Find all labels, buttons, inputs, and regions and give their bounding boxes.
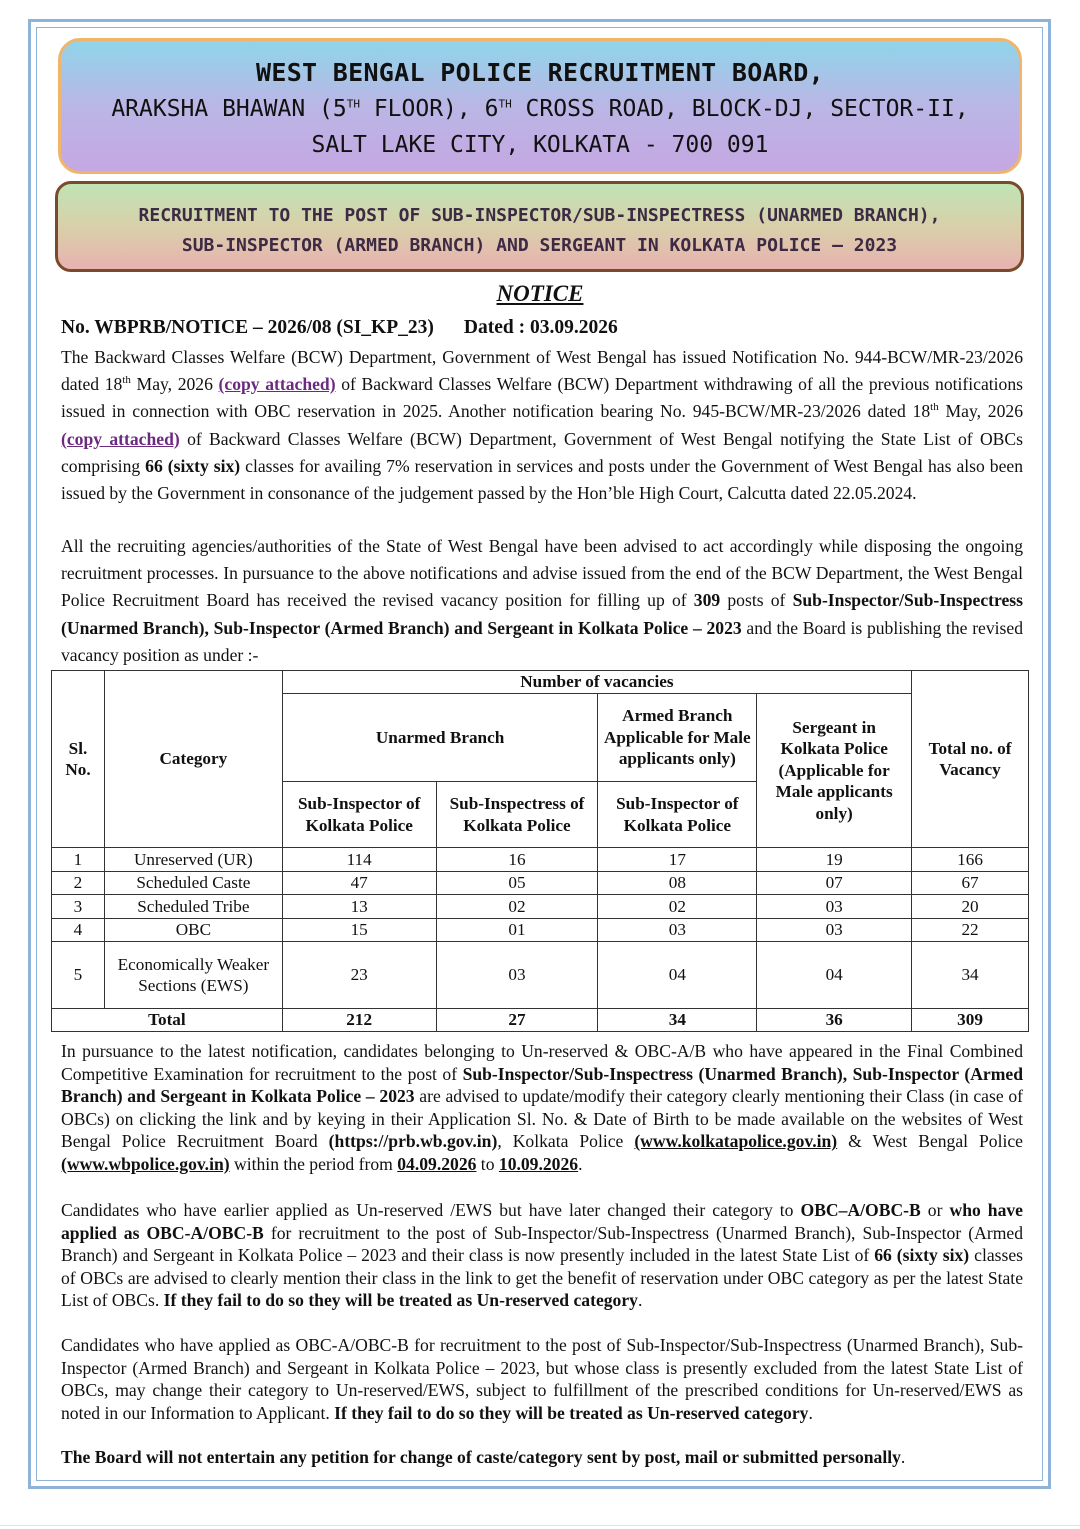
recruitment-title-line2: SUB-INSPECTOR (ARMED BRANCH) AND SERGEANT IN KOLKATA POLICE – 2023 xyxy=(181,235,898,256)
text: . xyxy=(900,1447,906,1467)
header-si-armed: Sub-Inspector of Kolkata Police xyxy=(598,782,757,848)
text: for recruitment to the post of Sub-Inspector/Sub-Inspectress (Unarmed Branch), Sub-Inspector (Armed Branch) and Sergeant in Kolkata Police – 2023 and their class is now presently included in the latest State List of xyxy=(61,1222,1023,1266)
wb-police-website-link[interactable]: (www.wbpolice.gov.in) xyxy=(61,1153,230,1174)
superscript: th xyxy=(122,374,131,387)
header-armed-branch: Armed Branch Applicable for Male applicants only) xyxy=(598,694,757,782)
cell-si: 47 xyxy=(282,871,436,895)
bottom-rule xyxy=(0,1525,1080,1526)
text: May, 2026 xyxy=(130,374,219,395)
paragraph-5 xyxy=(61,1334,1023,1424)
cell-sergeant: 03 xyxy=(757,895,912,919)
text: , Kolkata Police xyxy=(497,1131,635,1152)
text: In pursuance to the latest notification, candidates belonging to Un-reserved & OBC-A/B who have appeared in the Final Combined Competitive Examination for recruitment to the post of xyxy=(61,1041,1023,1084)
table-row xyxy=(52,848,1029,872)
text: or xyxy=(920,1200,950,1220)
cell-sis: 27 xyxy=(436,1009,598,1032)
cell-armed: 04 xyxy=(598,942,757,1009)
cell-sl: 2 xyxy=(52,871,105,895)
header-sl-no: Sl. No. xyxy=(52,671,105,848)
cell-sergeant: 03 xyxy=(757,918,912,942)
prb-website-link[interactable]: (https://prb.wb.gov.in) xyxy=(328,1131,498,1152)
address-part: ARAKSHA BHAWAN (5 xyxy=(111,96,347,122)
kolkata-police-website-link[interactable]: (www.kolkatapolice.gov.in) xyxy=(634,1131,838,1152)
text: Candidates who have applied as OBC-A/OBC-B for recruitment to the post of Sub-Inspector/Sub-Inspectress (Unarmed Branch), Sub-Inspector (Armed Branch) and Sergeant in Kolkata Police – 2023, but whose class is presently excluded from the latest State List of OBCs, may change their category to Un-reserved/EWS, subject to fulfillment of the prescribed conditions for Un-reserved/EWS as noted in our Information to Applicant. xyxy=(61,1335,1023,1423)
header-unarmed-branch: Unarmed Branch xyxy=(282,694,598,782)
cell-sl: 4 xyxy=(52,918,105,942)
notice-number: No. WBPRB/NOTICE – 2026/08 (SI_KP_23) xyxy=(61,317,434,338)
cell-total-label: Total xyxy=(52,1009,283,1032)
paragraph-1 xyxy=(61,344,1023,507)
text: and the Board is publishing the revised vacancy position as under :- xyxy=(61,617,1023,665)
cell-sergeant: 36 xyxy=(757,1009,912,1032)
bold-text: 66 (sixty six) xyxy=(874,1245,970,1266)
cell-sergeant: 07 xyxy=(757,871,912,895)
text: . xyxy=(637,1290,643,1311)
text: to xyxy=(476,1153,499,1174)
superscript: th xyxy=(930,401,939,414)
header-total: Total no. of Vacancy xyxy=(912,671,1029,848)
cell-sis: 02 xyxy=(436,895,598,919)
cell-category: OBC xyxy=(104,918,282,942)
cell-sis: 16 xyxy=(436,848,598,872)
cell-sis: 01 xyxy=(436,918,598,942)
text: of Backward Classes Welfare (BCW) Department withdrawing of all the previous notifications issued in connection with OBC reservation in 2025. Another notification bearing No. 945-BCW/MR-23/2026 dated 18 xyxy=(61,374,1023,422)
cell-armed: 03 xyxy=(598,918,757,942)
text: are advised to update/modify their category clearly mentioning their Class (in case of OBCs) on clicking the link and by keying in their Application Sl. No. & Date of Birth to be made available on the websites of West Bengal Police Recruitment Board xyxy=(61,1086,1024,1152)
board-address-banner xyxy=(58,38,1022,174)
table-row xyxy=(52,871,1029,895)
table-row xyxy=(52,942,1029,1009)
bold-text: Sub-Inspector/Sub-Inspectress (Unarmed Branch), Sub-Inspector (Armed Branch) and Sergeant in Kolkata Police – 2023 xyxy=(61,590,1023,638)
paragraph-3 xyxy=(61,1040,1023,1176)
recruitment-banner xyxy=(55,181,1024,272)
cell-si: 23 xyxy=(282,942,436,1009)
cell-total: 34 xyxy=(912,942,1029,1009)
table-row xyxy=(52,918,1029,942)
bold-text: The Board will not entertain any petition for change of caste/category sent by post, mail or submitted personally xyxy=(61,1447,901,1467)
cell-sis: 05 xyxy=(436,871,598,895)
text: classes for availing 7% reservation in services and posts under the Government of West Bengal has also been issued by the Government in consonance of the judgement passed by the Hon’ble High Court, Calcutta dated 22.05.2024. xyxy=(61,455,1023,504)
header-category: Category xyxy=(104,671,282,848)
copy-attached-link-1[interactable]: (copy attached) xyxy=(218,374,336,395)
text: posts of xyxy=(720,590,793,611)
cell-si: 15 xyxy=(282,918,436,942)
cell-total: 309 xyxy=(912,1009,1029,1032)
vacancy-table xyxy=(51,670,1029,1032)
board-name: WEST BENGAL POLICE RECRUITMENT BOARD, xyxy=(256,58,824,87)
cell-total: 67 xyxy=(912,871,1029,895)
bold-text: If they fail to do so they will be treated as Un-reserved category xyxy=(334,1402,809,1423)
address-sup: TH xyxy=(498,97,512,111)
bold-text: OBC–A/OBC-B xyxy=(800,1200,921,1220)
bold-text: Sub-Inspector/Sub-Inspectress (Unarmed Branch), Sub-Inspector (Armed Branch) and Sergeant in Kolkata Police – 2023 xyxy=(61,1063,1023,1107)
copy-attached-link-2[interactable]: (copy attached) xyxy=(61,428,180,449)
text: Candidates who have earlier applied as Un-reserved /EWS but have later changed their category to xyxy=(61,1200,801,1220)
address-part: FLOOR), 6 xyxy=(359,96,499,122)
cell-si: 13 xyxy=(282,895,436,919)
board-address-line1 xyxy=(61,96,1019,122)
header-sergeant: Sergeant in Kolkata Police (Applicable for Male applicants only) xyxy=(757,694,912,848)
board-address-line2: SALT LAKE CITY, KOLKATA - 700 091 xyxy=(311,132,769,158)
address-part: CROSS ROAD, BLOCK-DJ, SECTOR-II, xyxy=(511,96,969,122)
header-sis-kolkata: Sub-Inspectress of Kolkata Police xyxy=(436,782,598,848)
address-sup: TH xyxy=(346,97,360,111)
text: May, 2026 xyxy=(938,401,1023,422)
cell-total: 20 xyxy=(912,895,1029,919)
cell-category: Scheduled Tribe xyxy=(104,895,282,919)
cell-sergeant: 19 xyxy=(757,848,912,872)
header-number-of-vacancies: Number of vacancies xyxy=(282,671,911,694)
cell-sis: 03 xyxy=(436,942,598,1009)
header-si-kolkata: Sub-Inspector of Kolkata Police xyxy=(282,782,436,848)
text: . xyxy=(578,1153,583,1174)
paragraph-4 xyxy=(61,1199,1023,1312)
cell-total: 22 xyxy=(912,918,1029,942)
text: of Backward Classes Welfare (BCW) Department, Government of West Bengal notifying the State List of OBCs comprising xyxy=(61,428,1023,476)
paragraph-6 xyxy=(61,1446,1023,1469)
cell-armed: 17 xyxy=(598,848,757,872)
text: classes of OBCs are advised to clearly mention their class in the link to get the benefit of reservation under OBC category as per the latest State List of OBCs. xyxy=(61,1245,1023,1311)
start-date: 04.09.2026 xyxy=(397,1153,477,1174)
text: All the recruiting agencies/authorities of the State of West Bengal have been advised to act accordingly while disposing the ongoing recruitment processes. In pursuance to the above notifications and advise issued from the end of the BCW Department, the West Bengal Police Recruitment Board has received the revised vacancy position for filling up of xyxy=(61,536,1023,611)
table-row xyxy=(52,895,1029,919)
cell-armed: 08 xyxy=(598,871,757,895)
notice-number-line xyxy=(61,317,618,339)
table-total-row xyxy=(52,1009,1029,1032)
bold-text: 66 (sixty six) xyxy=(145,455,241,476)
text: The Backward Classes Welfare (BCW) Department, Government of West Bengal has issued Notification No. 944-BCW/MR-23/2026 dated 18 xyxy=(61,347,1023,395)
notice-date: Dated : 03.09.2026 xyxy=(463,317,618,338)
notice-title: NOTICE xyxy=(496,281,584,306)
text: . xyxy=(808,1402,813,1423)
bold-text: who have applied as OBC-A/OBC-B xyxy=(61,1200,1023,1243)
bold-text: 309 xyxy=(693,590,721,611)
cell-sergeant: 04 xyxy=(757,942,912,1009)
cell-armed: 34 xyxy=(598,1009,757,1032)
cell-armed: 02 xyxy=(598,895,757,919)
cell-sl: 3 xyxy=(52,895,105,919)
bold-text: If they fail to do so they will be treated as Un-reserved category xyxy=(163,1290,638,1311)
paragraph-2 xyxy=(61,533,1023,669)
cell-category: Unreserved (UR) xyxy=(104,848,282,872)
cell-total: 166 xyxy=(912,848,1029,872)
recruitment-title-line1: RECRUITMENT TO THE POST OF SUB-INSPECTOR/SUB-INSPECTRESS (UNARMED BRANCH), xyxy=(138,205,941,226)
cell-sl: 1 xyxy=(52,848,105,872)
cell-category: Scheduled Caste xyxy=(104,871,282,895)
text: within the period from xyxy=(229,1153,398,1174)
end-date: 10.09.2026 xyxy=(498,1153,579,1174)
text: & West Bengal Police xyxy=(837,1131,1023,1152)
cell-si: 212 xyxy=(282,1009,436,1032)
cell-category: Economically Weaker Sections (EWS) xyxy=(104,942,282,1009)
cell-sl: 5 xyxy=(52,942,105,1009)
cell-si: 114 xyxy=(282,848,436,872)
